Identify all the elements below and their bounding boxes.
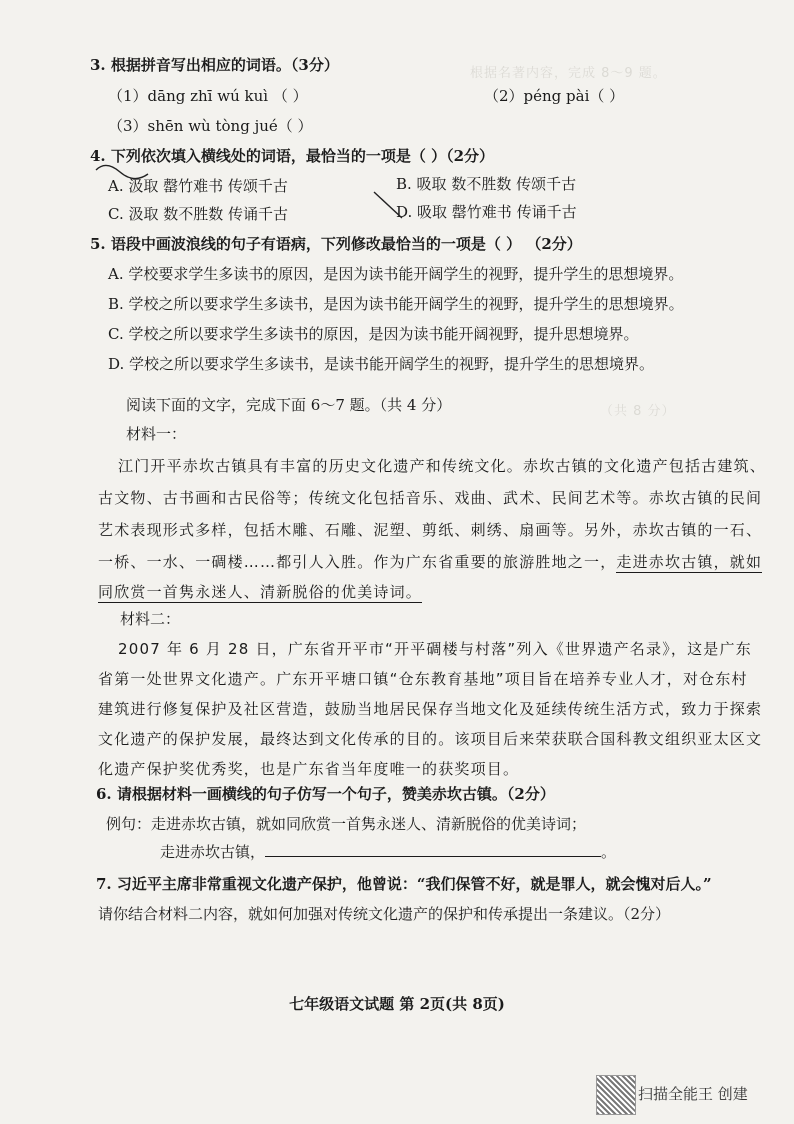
question-7-line: 7. 习近平主席非常重视文化遗产保护，他曾说：“我们保管不好，就是罪人，就会愧对后人。” xyxy=(96,875,712,893)
material-2-line: 化遗产保护奖优秀奖，也是广东省当年度唯一的获奖项目。 xyxy=(98,760,520,778)
underlined-sentence: 走进赤坎古镇，就如 xyxy=(616,553,763,571)
material-1-label: 材料一： xyxy=(126,425,187,443)
material-1-line: 古文物、古书画和古民俗等；传统文化包括音乐、戏曲、武术、民间艺术等。赤坎古镇的民间 xyxy=(98,489,763,507)
material-1-line xyxy=(98,582,422,602)
question-5-option: C. 学校之所以要求学生多读书的原因，是因为读书能开阔视野，提升思想境界。 xyxy=(108,325,639,343)
scanner-logo-icon xyxy=(596,1075,636,1115)
question-5-title: 5. 语段中画波浪线的句子有语病，下列修改最恰当的一项是（ ） （2分） xyxy=(90,235,582,253)
answer-prefix: 走进赤坎古镇， xyxy=(160,843,266,861)
question-4-option-c: C. 汲取 数不胜数 传诵千古 xyxy=(108,205,289,223)
material-2-label: 材料二： xyxy=(120,610,181,628)
question-6-example: 例句：走进赤坎古镇，就如同欣赏一首隽永迷人、清新脱俗的优美诗词； xyxy=(106,815,587,833)
material-1-line: 艺术表现形式多样，包括木雕、石雕、泥塑、剪纸、刺绣、扇画等。另外，赤坎古镇的一石、 xyxy=(98,521,763,539)
bleed-through-text: 根据名著内容，完成 8～9 题。 xyxy=(470,66,667,81)
question-3-item: （3）shēn wù tòng jué（ ） xyxy=(108,117,313,135)
bleed-through-text: （共 8 分） xyxy=(600,404,676,419)
material-2-line: 建筑进行修复保护及社区营造，鼓励当地居民保存当地文化及延续传统生活方式，致力于探索 xyxy=(98,700,763,718)
answer-blank[interactable] xyxy=(265,842,601,857)
answer-end: 。 xyxy=(601,843,617,861)
question-5-option: A. 学校要求学生多读书的原因，是因为读书能开阔学生的视野，提升学生的思想境界。 xyxy=(108,265,684,283)
question-6-title: 6. 请根据材料一画横线的句子仿写一个句子，赞美赤坎古镇。（2分） xyxy=(96,785,555,803)
question-3-item: （2）péng pài（ ） xyxy=(484,87,625,105)
reading-intro: 阅读下面的文字，完成下面 6～7 题。（共 4 分） xyxy=(126,396,452,414)
material-1-line: 江门开平赤坎古镇具有丰富的历史文化遗产和传统文化。赤坎古镇的文化遗产包括古建筑、 xyxy=(118,457,767,475)
pen-mark-icon xyxy=(368,186,408,222)
underlined-sentence: 同欣赏一首隽永迷人、清新脱俗的优美诗词。 xyxy=(98,583,423,601)
pen-mark-icon xyxy=(92,150,152,180)
question-6-answer-line xyxy=(160,842,616,862)
question-5-option: D. 学校之所以要求学生多读书，是读书能开阔学生的视野，提升学生的思想境界。 xyxy=(108,355,655,373)
question-5-option: B. 学校之所以要求学生多读书，是因为读书能开阔学生的视野，提升学生的思想境界。 xyxy=(108,295,684,313)
material-2-line: 2007 年 6 月 28 日，广东省开平市“开平碉楼与村落”列入《世界遗产名录》，这是广东 xyxy=(118,640,752,658)
question-4-option-d: D. 吸取 罄竹难书 传诵千古 xyxy=(396,203,577,221)
material-2-line: 省第一处世界文化遗产。广东开平塘口镇“仓东教育基地”项目旨在培养专业人才，对仓东村 xyxy=(98,670,748,688)
scanner-brand: 扫描全能王 创建 xyxy=(638,1085,748,1103)
question-3-title: 3. 根据拼音写出相应的词语。（3分） xyxy=(90,56,339,74)
question-4-title: 4. 下列依次填入横线处的词语，最恰当的一项是（ ）（2分） xyxy=(90,147,495,165)
question-4-option-b: B. 吸取 数不胜数 传颂千古 xyxy=(396,175,577,193)
material-2-line: 文化遗产的保护发展，最终达到文化传承的目的。该项目后来荣获联合国科教文组织亚太区文 xyxy=(98,730,763,748)
question-3-item: （1）dāng zhī wú kuì （ ） xyxy=(108,87,308,105)
page-footer: 七年级语文试题 第 2页(共 8页) xyxy=(289,995,505,1013)
material-1-plain-text: 一桥、一水、一碉楼……都引人入胜。作为广东省重要的旅游胜地之一， xyxy=(98,553,617,571)
question-4-option-a: A. 汲取 罄竹难书 传颂千古 xyxy=(108,177,288,195)
question-7-line: 请你结合材料二内容，就如何加强对传统文化遗产的保护和传承提出一条建议。（2分） xyxy=(98,905,671,923)
material-1-line xyxy=(98,552,762,572)
